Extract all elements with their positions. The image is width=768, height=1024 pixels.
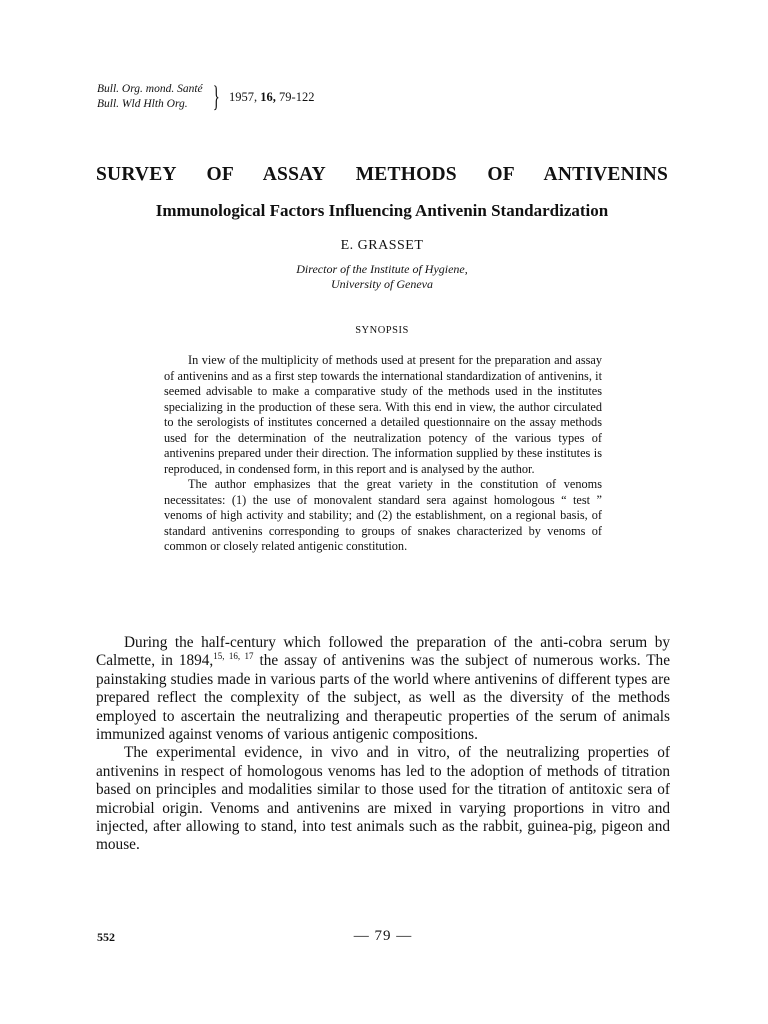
citation-brace: }	[212, 80, 220, 113]
citation-volume: 16,	[260, 89, 276, 104]
article-title: SURVEY OF ASSAY METHODS OF ANTIVENINS	[96, 164, 668, 185]
page-number: — 79 —	[353, 928, 413, 944]
synopsis-paragraph: In view of the multiplicity of methods used at present for the preparation and assay of antivenins and as a first step towards the international standardization of antivenins, it seemed advisable to make a comparative study of the methods used in the institutes specializing in the production of these sera. With this end in view, the author circulated to the serologists of institutes concerned a detailed questionnaire on the assay methods used for the determination of the neutralization potency of the various types of antivenins prepared under their direction. The information supplied by these institutes is reproduced, in condensed form, in this report and is analysed by the author.	[164, 353, 602, 476]
journal-names	[97, 82, 203, 112]
reference-superscript: 15, 16, 17	[213, 651, 254, 662]
journal-citation	[97, 82, 314, 112]
body-paragraph: The experimental evidence, in vivo and in vitro, of the neutralizing properties of antivenins in respect of homologous venoms has led to the adoption of methods of titration based on principles and modalities similar to those used for the titration of antitoxic sera of microbial origin. Venoms and antivenins are mixed in varying proportions in vitro and injected, after allowing to stand, into test animals such as the rabbit, guinea-pig, pigeon and mouse.	[96, 744, 670, 854]
journal-name-french: Bull. Org. mond. Santé	[97, 83, 203, 95]
affiliation-line-2: University of Geneva	[331, 277, 433, 291]
citation-reference	[229, 90, 314, 105]
body-paragraph-1-start: During the half-century which followed the preparation of the anti-cobra serum by Calmette, in 1894,	[96, 634, 670, 670]
synopsis-paragraph: The author emphasizes that the great variety in the constitution of venoms necessitates: (1) the use of monovalent standard sera against homologous “ test ” venoms of high activity and stability; and (2) the establishment, on a regional basis, of standard antivenins corresponding to groups of snakes characterized by venoms of common or closely related antigenic constitution.	[164, 477, 602, 553]
article-subtitle: Immunological Factors Influencing Antivenin Standardization	[155, 201, 609, 220]
citation-year: 1957,	[229, 89, 258, 104]
author-affiliation	[96, 262, 668, 292]
author-name: E. GRASSET	[340, 238, 424, 253]
folio-number: 552	[97, 930, 115, 944]
body-paragraph-1-end: the assay of antivenins was the subject of numerous works. The painstaking studies made in various parts of the world where antivenins of different types are prepared reflect the complexity of the subject, as well as the diversity of the methods employed to ascertain the neutralizing and therapeutic properties of the serum of animals immunized against venoms of various antigenic compositions.	[96, 652, 670, 744]
affiliation-line-1: Director of the Institute of Hygiene,	[296, 262, 468, 276]
journal-name-english: Bull. Wld Hlth Org.	[97, 98, 188, 110]
body-text	[96, 634, 670, 855]
synopsis-heading: SYNOPSIS	[355, 325, 409, 336]
synopsis-text	[164, 353, 602, 555]
citation-pages: 79-122	[279, 89, 315, 104]
body-paragraph	[96, 634, 670, 744]
